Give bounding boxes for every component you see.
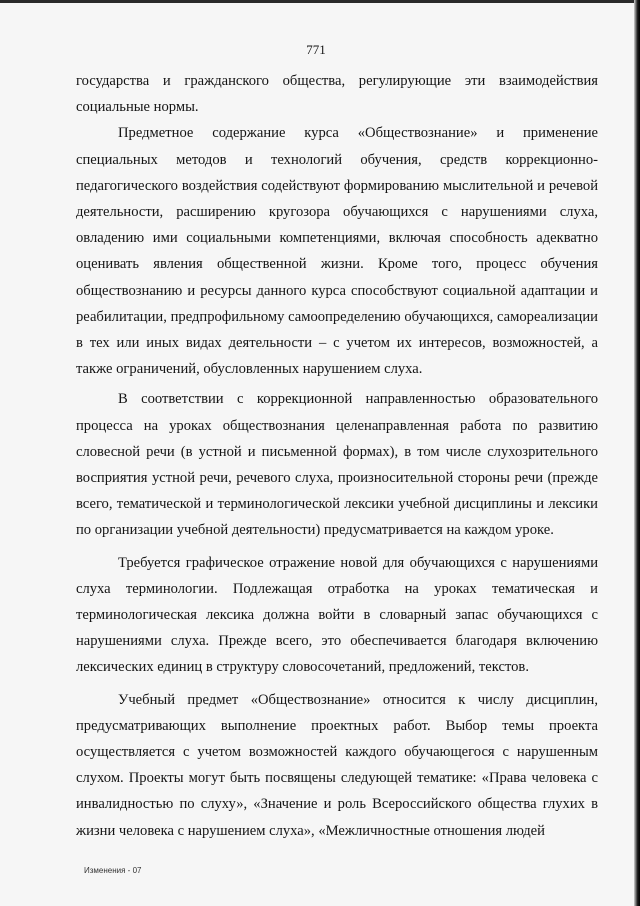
paragraph-course-content: Предметное содержание курса «Обществознание» и применение специальных методов и технологий обучения, средств коррекционно-педагогического воздействия содействуют формированию мыслительной и речевой деятельности, расширению кругозора обучающихся с нарушениями слуха, овладению ими социальными компетенциями, включая способность адекватно оценивать явления общественной жизни. Кроме того, процесс обучения обществознанию и ресурсы данного курса способствуют социальной адаптации и реабилитации, предпрофильному самоопределению обучающихся, самореализации в тех или иных видах деятельности – с учетом их интересов, возможностей, а также ограничений, обусловленных нарушением слуха. [76, 125, 598, 378]
scan-edge-right [634, 0, 640, 906]
paragraph-terminology: Требуется графическое отражение новой для обучающихся с нарушениями слуха терминологии. Подлежащая отработка на уроках тематическая и терминологическая лексика должна войти в словарный запас обучающихся с нарушениями слуха. Прежде всего, это обеспечивается благодаря включению лексических единиц в структуру словосочетаний, предложений, текстов. [76, 554, 598, 676]
paragraph-correctional-focus: В соответствии с коррекционной направленностью образовательного процесса на уроках обществознания целенаправленная работа по развитию словесной речи (в устной и письменной формах), в том числе слухозрительного восприятия устной речи, речевого слуха, произносительной стороны речи (прежде всего, тематической и терминологической лексики учебной дисциплины и лексики по организации учебной деятельности) предусматривается на каждом уроке. [76, 391, 598, 539]
page-number: 771 [306, 42, 326, 57]
footer-revision-note: Изменения - 07 [84, 866, 142, 875]
body-text [76, 68, 598, 844]
paragraph-continuation: государства и гражданского общества, регулирующие эти взаимодействия социальные нормы. [76, 73, 598, 116]
paragraph-projects: Учебный предмет «Обществознание» относится к числу дисциплин, предусматривающих выполнение проектных работ. Выбор темы проекта осуществляется с учетом возможностей каждого обучающегося с нарушенным слухом. Проекты могут быть посвящены следующей тематике: «Права человека с инвалидностью по слуху», «Значение и роль Всероссийского общества глухих в жизни человека с нарушением слуха», «Межличностные отношения людей [76, 691, 598, 839]
